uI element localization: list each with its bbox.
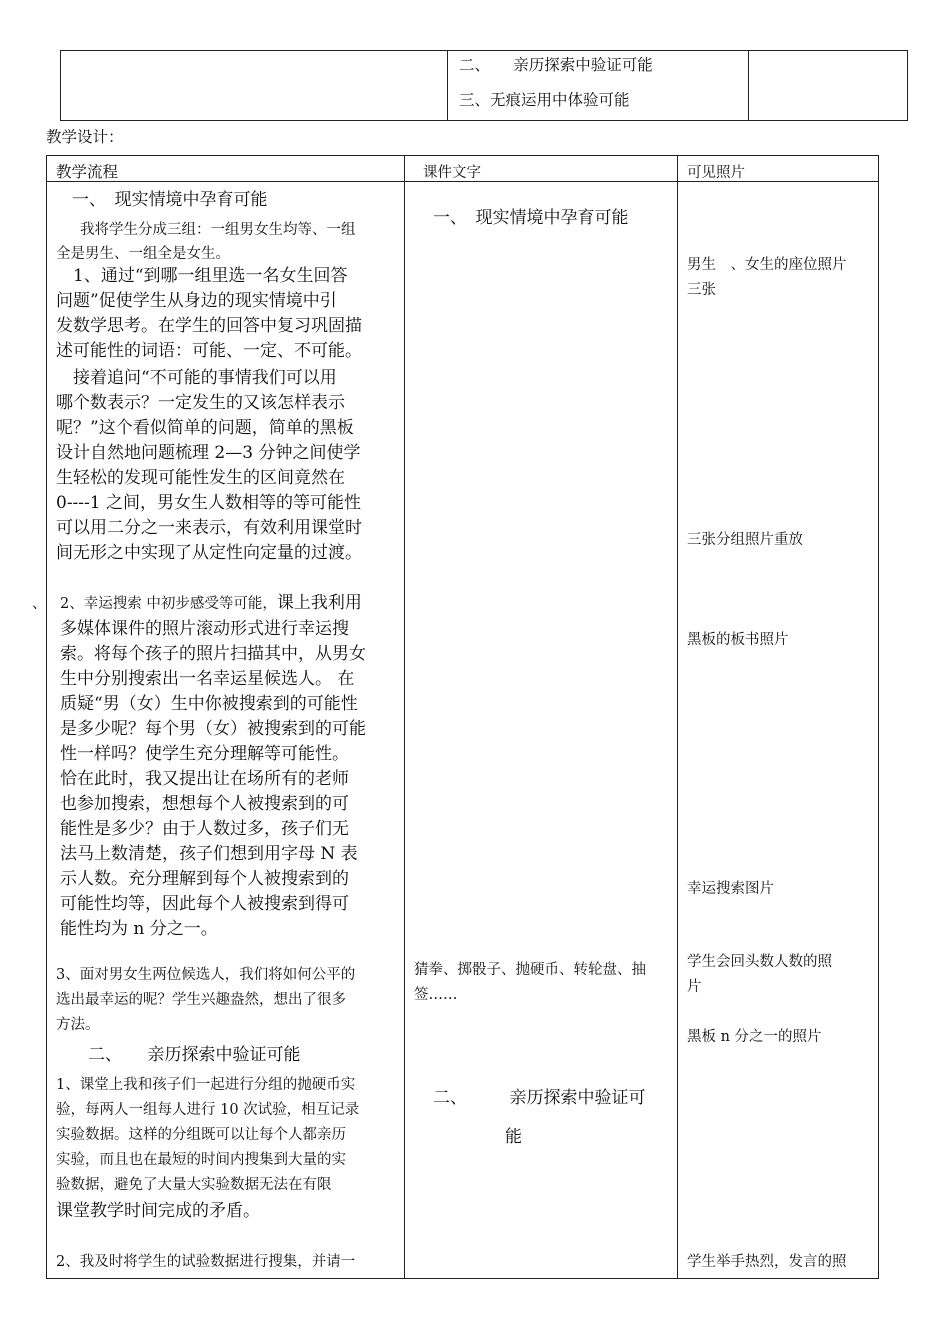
paragraph-4: 3、面对男女生两位候选人，我们将如何公平的 选出最幸运的呢？学生兴趣盎然，想出了很多 方法。 (56, 967, 356, 1033)
header-visible-photos: 可见照片 (687, 165, 745, 181)
margin-mark: 、 (32, 596, 47, 612)
header-teaching-process: 教学流程 (56, 163, 119, 181)
photo-note-counting: 学生会回头数人数的照 片 (687, 954, 832, 995)
top-table-line-2: 三、无痕运用中体验可能 (459, 91, 630, 109)
header-courseware-text: 课件文字 (423, 165, 481, 181)
photo-note-blackboard: 黑板的板书照片 (687, 632, 789, 648)
paragraph-2: 接着追问“不可能的事情我们可以用 哪个数表示？一定发生的又该怎样表示 呢？”这个看似简单的问题，简单的黑板 设计自然地问题梳理 2—3 分钟之间使学 生轻松的发现可能性发生的区间竟然在 0----1 之间，男女生人数相等的等可能性 可以用二分之一来表示，有效利用课堂时 间无形之中实现了从定性向定量的过渡。 (56, 368, 362, 563)
photo-note-one-over-n: 黑板 n 分之一的照片 (687, 1029, 822, 1045)
section-1-heading: 一、 现实情境中孕育可能 (72, 190, 268, 210)
courseware-section-1: 一、 现实情境中孕育可能 (433, 208, 629, 228)
photo-note-seats: 男生 、女生的座位照片 三张 (687, 257, 847, 298)
design-label: 教学设计： (46, 128, 124, 146)
photo-note-lucky-search: 幸运搜索图片 (687, 881, 774, 897)
photo-note-hands-raised: 学生举手热烈，发言的照 (687, 1254, 847, 1270)
courseware-section-2-wrap: 能 (505, 1127, 522, 1147)
paragraph-1: 1、通过“到哪一组里选一名女生回答 问题”促使学生从身边的现实情境中引 发数学思考。在学生的回答中复习巩固描 述可能性的词语：可能、一定、不可能。 (56, 266, 362, 361)
paragraph-5: 1、课堂上我和孩子们一起进行分组的抛硬币实 验，每两人一组每人进行 10 次试验，相互记录 实验数据。这样的分组既可以让每个人都亲历 实验，而且也在最短的时间内搜集到大量的实 验数据，避免了大量大实验数据无法在有限 课堂教学时间完成的矛盾。 (56, 1077, 360, 1221)
photo-note-groups: 三张分组照片重放 (687, 532, 803, 548)
paragraph-6: 2、我及时将学生的试验数据进行搜集，并请一 (56, 1254, 356, 1270)
courseware-methods: 猜拳、掷骰子、抛硬币、转轮盘、抽 签…… (414, 962, 646, 1003)
paragraph-3: 2、幸运搜索 中初步感受等可能，课上我利用 多媒体课件的照片滚动形式进行幸运搜 索。将每个孩子的照片扫描其中，从男女 生中分别搜索出一名幸运星候选人。 在 质疑“男（女）生中你被搜索到的可能性 是多少呢？每个男（女）被搜索到的可能 性一样吗？使学生充分理解等可能性。 恰在此时，我又提出让在场所有的老师 也参加搜索，想想每个人被搜索到的可 能性是多少？由于人数过多，孩子们无 法马上数清楚，孩子们想到用字母 N 表 示人数。充分理解到每个人被搜索到的 可能性均等，因此每个人被搜索到得可 能性均为 n 分之一。 (60, 593, 366, 939)
top-table-line-1: 二、 亲历探索中验证可能 (459, 56, 653, 74)
section-2-heading: 二、 亲历探索中验证可能 (88, 1045, 301, 1065)
courseware-section-2: 二、 亲历探索中验证可 (433, 1088, 646, 1108)
intro-paragraph: 我将学生分成三组：一组男女生均等、一组 全是男生、一组全是女生。 (56, 222, 356, 262)
